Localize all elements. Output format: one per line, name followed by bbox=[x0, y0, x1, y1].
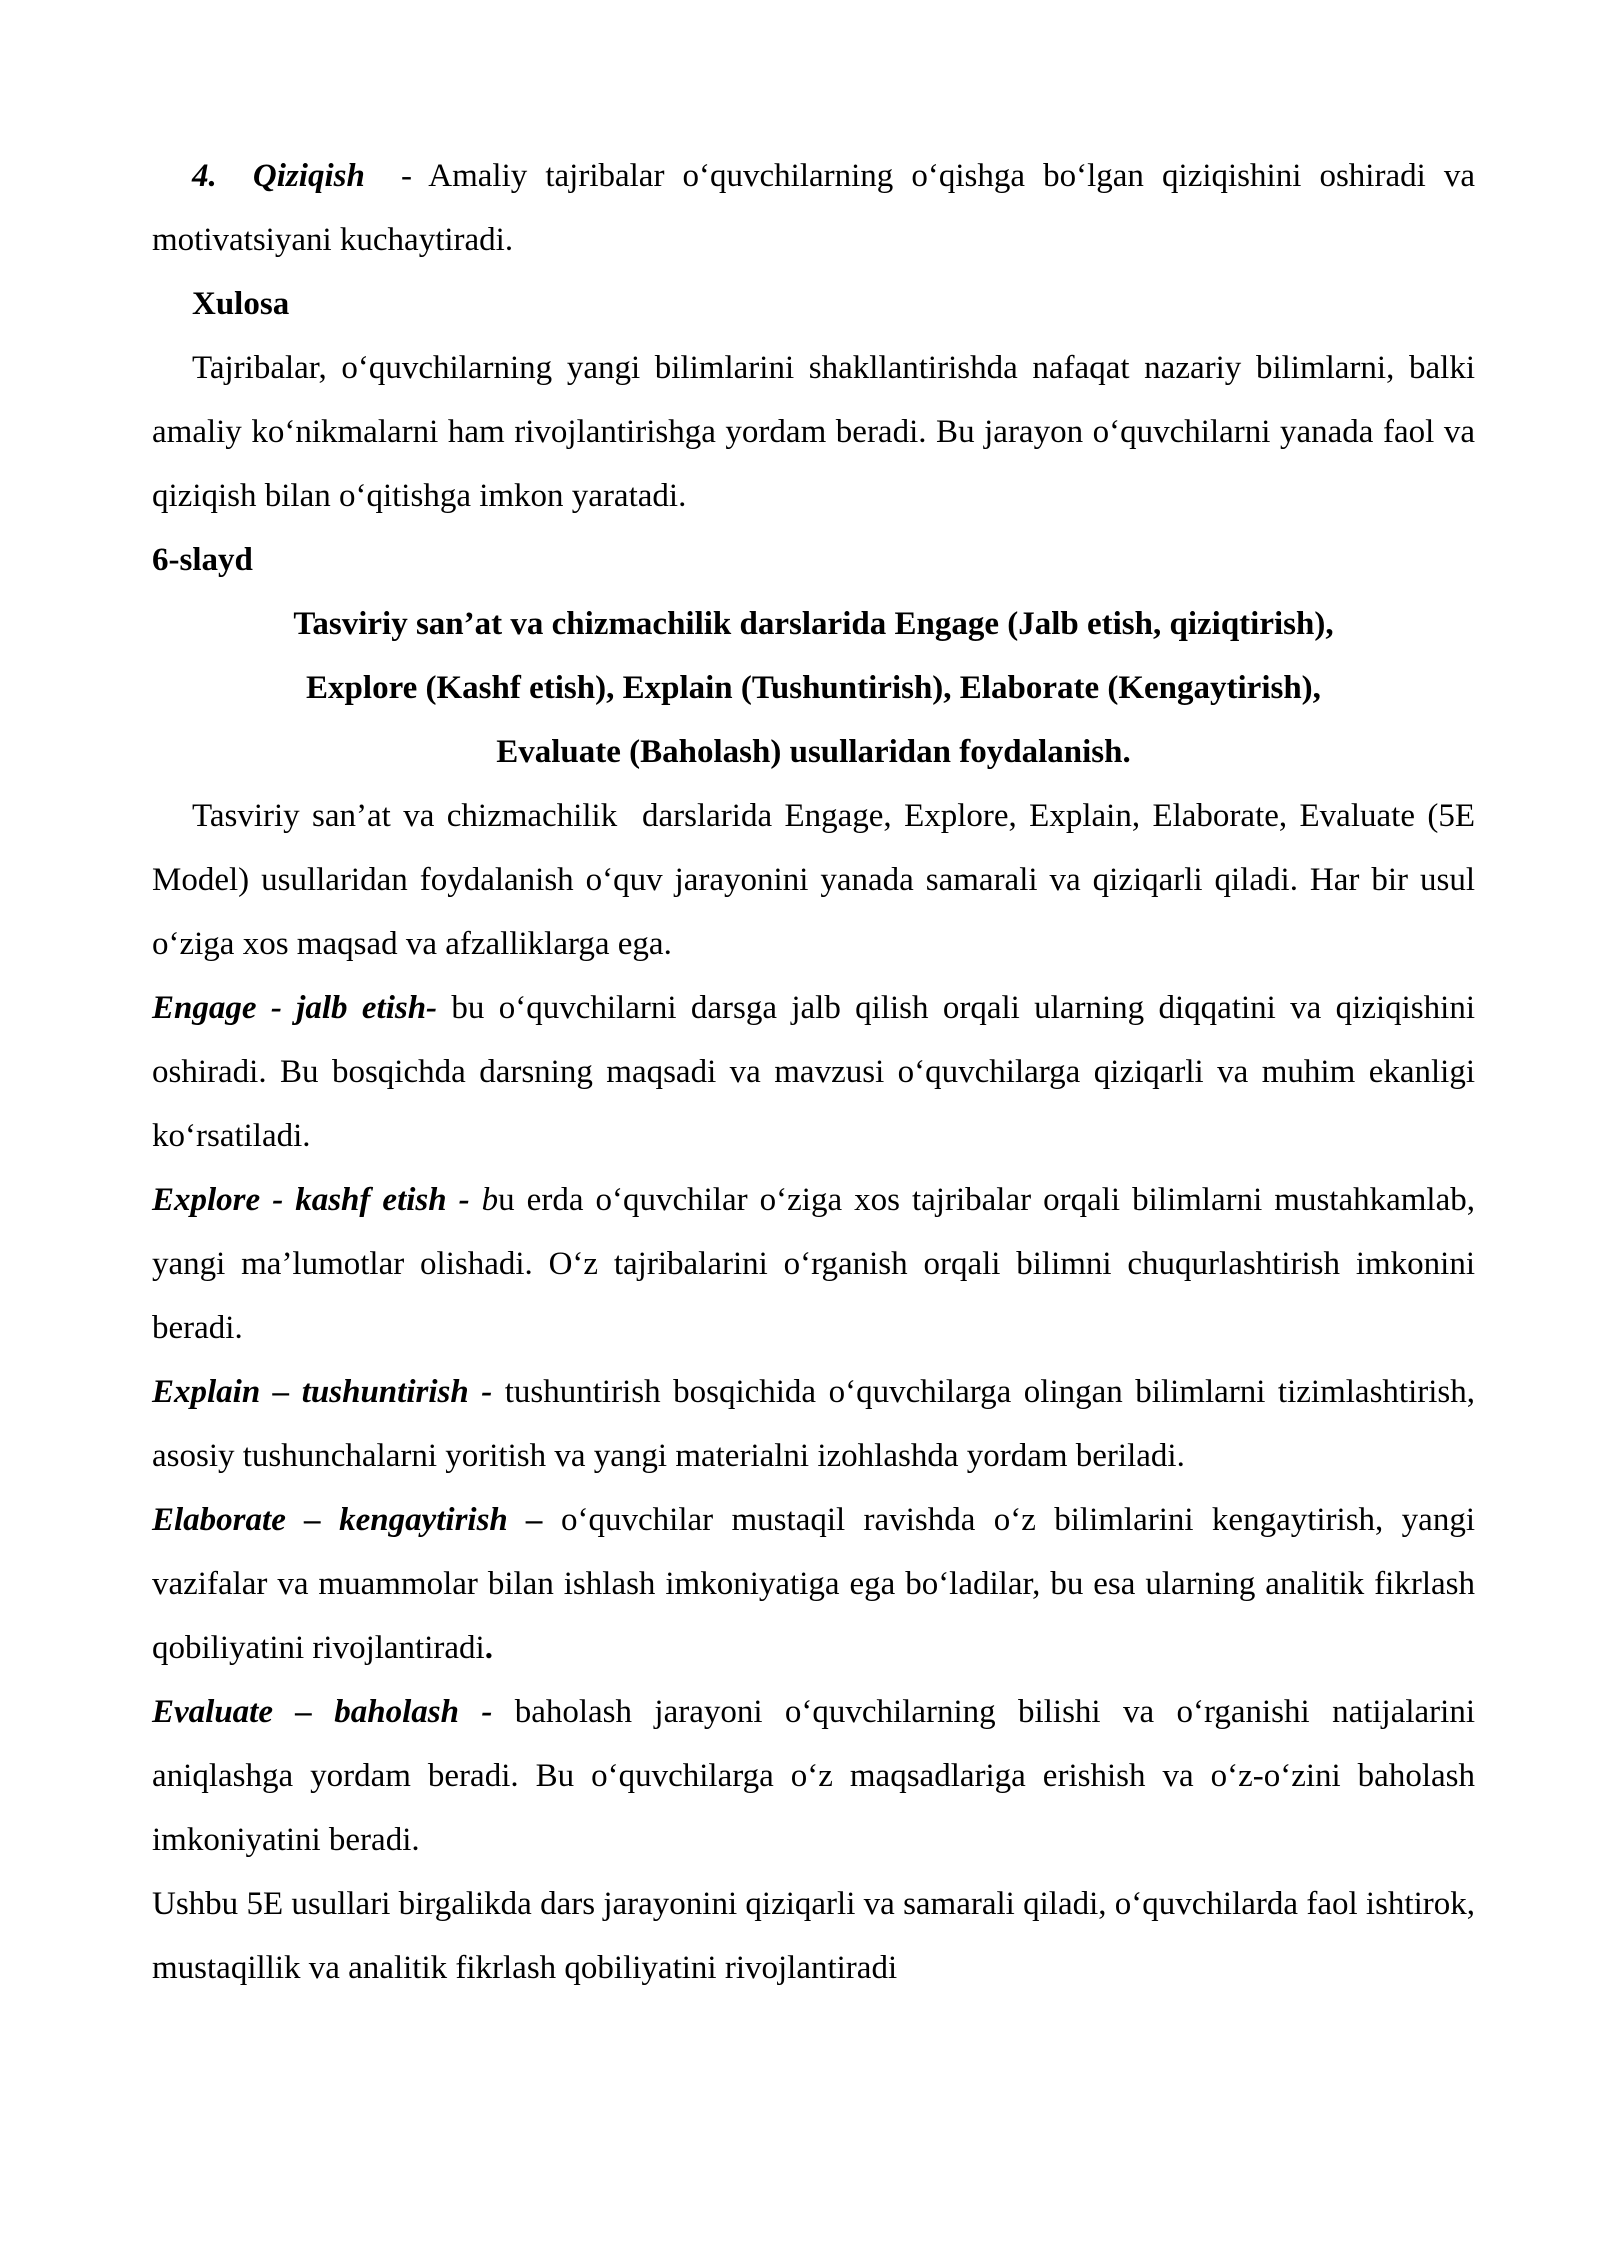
text-run: . bbox=[484, 1630, 493, 1666]
text-run: - bbox=[364, 158, 429, 194]
para-summary bbox=[152, 1872, 1475, 2000]
para-xulosa-body bbox=[152, 336, 1475, 528]
text-run: Tajribalar, o‘quvchilarning yangi bilimlarini shakllantirishda nafaqat nazariy bilimlarni, balki amaliy ko‘nikmalarni ham rivojlantirishga yordam beradi. Bu jarayon o‘quvchilarni yanada faol va qiziqish bilan o‘qitishga imkon yaratadi. bbox=[152, 350, 1475, 514]
text-run: Elaborate – kengaytirish – bbox=[152, 1502, 543, 1538]
text-run: o‘quvchilar mustaqil ravishda o‘z bilimlarini kengaytirish, yangi vazifalar va muammolar bilan ishlash imkoniyatiga ega bo‘ladilar, bu esa ularning analitik fikrlash qobiliyatini rivojlantiradi bbox=[152, 1502, 1475, 1666]
para-qiziqish bbox=[152, 144, 1475, 272]
title-line-1 bbox=[152, 592, 1475, 656]
text-run: Explore - kashf etish - bbox=[152, 1182, 482, 1218]
text-run: Tasviriy san’at va chizmachilik darslarida Engage, Explore, Explain, Elaborate, Evaluate (5E Model) usullaridan foydalanish o‘quv jarayonini yanada samarali va qiziqarli qiladi. Har bir usul o‘ziga xos maqsad va afzalliklarga ega. bbox=[152, 798, 1475, 962]
text-run: tushuntirish bosqichida o‘quvchilarga olingan bilimlarni tizimlashtirish, asosiy tushunchalarni yoritish va yangi materialni izohlashda yordam beriladi. bbox=[152, 1374, 1476, 1474]
para-explain bbox=[152, 1360, 1475, 1488]
text-run: Evaluate – baholash - bbox=[152, 1694, 493, 1730]
text-run: Engage - jalb etish- bbox=[152, 990, 438, 1026]
para-elaborate bbox=[152, 1488, 1475, 1680]
text-run: b bbox=[481, 1182, 499, 1218]
para-explore bbox=[152, 1168, 1475, 1360]
title-line-2 bbox=[152, 656, 1475, 720]
heading-xulosa bbox=[152, 272, 1475, 336]
text-run: Amaliy tajribalar o‘quvchilarning o‘qishga bo‘lgan qiziqishini oshiradi va motivatsiyani kuchaytiradi. bbox=[152, 158, 1476, 258]
text-run: u erda o‘quvchilar o‘ziga xos tajribalar orqali bilimlarni mustahkamlab, yangi ma’lumotlar olishadi. O‘z tajribalarini o‘rganish orqali bilimni chuqurlashtirish imkonini beradi. bbox=[152, 1182, 1475, 1346]
para-intro-5e bbox=[152, 784, 1475, 976]
text-run: Xulosa bbox=[192, 286, 290, 322]
text-run: Tasviriy san’at va chizmachilik darslarida Engage (Jalb etish, qiziqtirish), bbox=[293, 606, 1334, 642]
text-run: 6-slayd bbox=[152, 542, 253, 578]
para-evaluate bbox=[152, 1680, 1475, 1872]
text-run: Explain – tushuntirish - bbox=[152, 1374, 493, 1410]
text-run: bu o‘quvchilarni darsga jalb qilish orqali ularning diqqatini va qiziqishini oshiradi. Bu bosqichda darsning maqsadi va mavzusi o‘quvchilarga qiziqarli va muhim ekanligi ko‘rsatiladi. bbox=[152, 990, 1475, 1154]
para-engage bbox=[152, 976, 1475, 1168]
text-run: Explore (Kashf etish), Explain (Tushuntirish), Elaborate (Kengaytirish), bbox=[306, 670, 1321, 706]
text-run: Ushbu 5E usullari birgalikda dars jarayonini qiziqarli va samarali qiladi, o‘quvchilarda faol ishtirok, mustaqillik va analitik fikrlash qobiliyatini rivojlantiradi bbox=[152, 1886, 1475, 1986]
text-run: 4. Qiziqish bbox=[192, 158, 365, 194]
text-run: baholash jarayoni o‘quvchilarning bilishi va o‘rganishi natijalarini aniqlashga yordam beradi. Bu o‘quvchilarga o‘z maqsadlariga erishish va o‘z-o‘zini baholash imkoniyatini beradi. bbox=[152, 1694, 1476, 1858]
title-line-3 bbox=[152, 720, 1475, 784]
heading-6-slayd bbox=[152, 528, 1475, 592]
text-run: Evaluate (Baholash) usullaridan foydalanish. bbox=[496, 734, 1131, 770]
